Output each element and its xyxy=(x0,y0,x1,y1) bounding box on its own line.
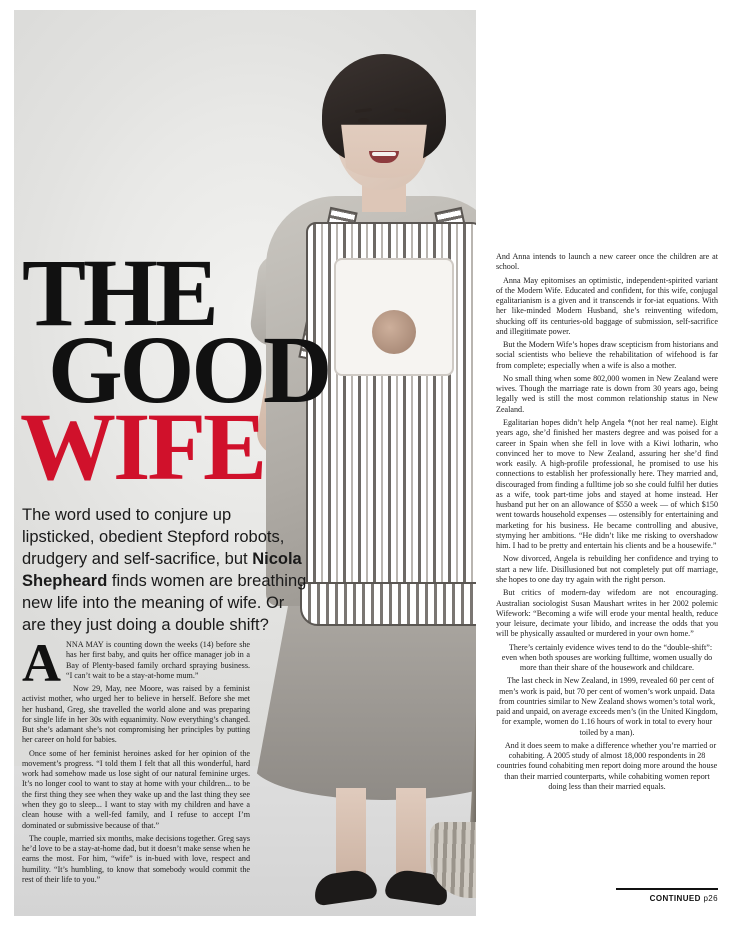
body-paragraph: Now divorced, Angela is rebuilding her confidence and trying to start a new life. Disillusioned but not completely put off marriage, she hopes to one day try again with the right person. xyxy=(496,554,718,584)
body-paragraph: And Anna intends to launch a new career once the children are at school. xyxy=(496,252,718,272)
hair xyxy=(322,54,446,162)
standfirst-part-1: The word used to conjure up lipsticked, obedient Stepford robots, drudgery and self-sacrifice, but xyxy=(22,506,285,568)
continued-label: CONTINUED xyxy=(649,894,701,903)
leg-left xyxy=(336,788,366,884)
body-paragraph: No small thing when some 802,000 women in New Zealand were wives. Though the marriage rate is down from 30 years ago, being legally wed is still the most common relationship status in New Zealand. xyxy=(496,373,718,414)
body-paragraph: The couple, married six months, make decisions together. Greg says he’d love to be a stay-at-home dad, but it doesn’t make sense when he earns the most. For him, “wife” is in-bued with love, respect and humility. “It’s humbling, to know that somebody would commit the rest of their life to you.” xyxy=(22,833,250,884)
continued-page: p26 xyxy=(703,894,718,903)
standfirst-part-2: finds women are breathing new life into the meaning of wife. Or are they just doing a double shift? xyxy=(22,571,307,634)
headline xyxy=(20,239,330,500)
headline-line-1: THE xyxy=(22,239,216,346)
headline-line-3: WIFE xyxy=(20,392,265,500)
body-column-left xyxy=(22,633,250,888)
continued-rule xyxy=(616,888,718,890)
apron-frill xyxy=(300,582,476,626)
apron xyxy=(306,222,476,618)
body-paragraph xyxy=(22,633,250,693)
headline-line-2: GOOD xyxy=(48,315,330,423)
continued-note xyxy=(616,894,718,903)
body-paragraph: The last check in New Zealand, in 1999, revealed 60 per cent of men’s work is paid, but 70 per cent of women’s work unpaid. Data from countries similar to New Zealand shows women’s total work, paid and unpaid, on average exceeds men’s (in the United Kingdom, for example, women do 1.16 hours of work in total to every hour toiled by a man). xyxy=(496,676,718,737)
body-paragraph: But the Modern Wife’s hopes draw scepticism from historians and social scientists who believe the rehabilitation of wifehood is far from complete; especially when a wife is also a mother. xyxy=(496,340,718,370)
apron-motif xyxy=(372,310,416,354)
byline: Nicola Shepheard xyxy=(22,549,302,590)
body-paragraph: Once some of her feminist heroines asked for her opinion of the movement’s progress. “I told them I felt that all this wonderful, hard work had somehow made us lose sight of our natural feminine urges. It’s no longer cool to want to stay at home with your children... to be the first thing they see when they wake up and the last thing they see when they go to sleep... I want to stay with my children and have a clean house with a well-fed family, and I refuse to accept I’m dominated or submissive because of that.” xyxy=(22,748,250,830)
body-paragraph: But critics of modern-day wifedom are not encouraging. Australian sociologist Susan Maushart writes in her 2002 polemic Wifework: “Becoming a wife will erode your mental health, reduce your leisure, decimate your libido, and increase the odds that you will be physically assaulted or murdered in your own home.” xyxy=(496,588,718,639)
drop-cap: A xyxy=(22,633,61,693)
body-paragraph: Anna May epitomises an optimistic, independent-spirited variant of the Modern Wife. Educated and confident, for this wife, conjugal egalitarianism is a given and it transcends ir for-iat equations. With her like-minded Modern Husband, she’s reinventing wifedom, shucking off its centuries-old baggage of submission, self-sacrifice and illegitimate power. xyxy=(496,275,718,336)
eye-right xyxy=(396,118,407,123)
body-column-right xyxy=(496,252,718,795)
shoe-left xyxy=(312,868,378,906)
body-paragraph: There’s certainly evidence wives tend to do the “double-shift”: even when both spouses are working fulltime, women usually do more than their share of the housework and childcare. xyxy=(501,642,713,673)
body-paragraph: And it does seem to make a difference whether you’re married or cohabiting. A 2005 study of almost 18,000 respondents in 28 countries found cohabiting men report doing more around the house than their married counterparts, while cohabiting women report doing less than their married equals. xyxy=(496,740,718,792)
body-paragraph: Egalitarian hopes didn’t help Angela *(not her real name). Eight years ago, she’d finished her masters degree and was poised for a career in Spain when she fell in love with a Kiwi lotharin, who convinced her to move to New Zealand, assuring her she’d find work easily. A high-profile professional, he promised to use his connections to establish her professionally here. They married and, discouraged from finding a fulltime job so she could fulfil her duties as a wife, took part-time jobs and stayed at home instead. Her husband put her on an allowance of $550 a week — of which $150 went towards household expenses — ostensibly for entertaining and marketing for his business. He became controlling and abusive, stymying her ambitions. “He didn’t like me risking to overshadow him. I had to be pretty and entertain his clients and be a housewife.” xyxy=(496,417,718,551)
eye-left xyxy=(358,118,369,123)
body-paragraph-text: NNA MAY is counting down the weeks (14) before she has her first baby, and quits her office manager job in a Bay of Plenty-based family orchard spraying business. “I can’t wait to be a stay-at-home mum.” xyxy=(66,640,250,680)
body-paragraph: Now 29, May, nee Moore, was raised by a feminist activist mother, who urged her to believe in herself. Before she met her husband, Greg, she travelled the world alone and was preparing for single life in her 30s with equanimity. Now everything’s changed. But she’s adamant she’s not compromising her principles by putting her career on hold for babies. xyxy=(22,684,250,745)
standfirst xyxy=(22,505,307,637)
leg-right xyxy=(396,788,426,884)
